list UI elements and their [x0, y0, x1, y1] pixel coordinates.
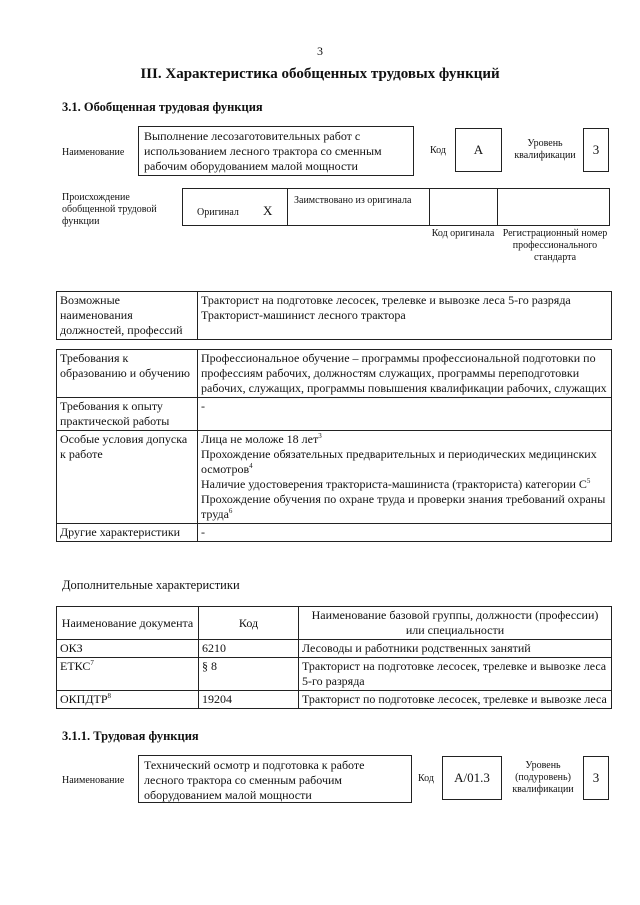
origin-label: Происхождение обобщенной трудовой функции: [62, 192, 157, 227]
gtf-code-label: Код: [430, 145, 446, 156]
origin-code-label: Код оригинала: [431, 228, 495, 239]
positions-table: [56, 291, 612, 340]
education-value: Профессиональное обучение – программы профессиональной подготовки по профессиям рабочих, должностям служащих, программы переподготовки рабочих, служащих, программы повышения квалификации рабочих, служащих: [198, 350, 612, 398]
cell-doc: ОКПДТР$^8$: [57, 691, 199, 709]
table-row: [57, 292, 612, 340]
tf-level-label: Уровень (подуровень) квалификации: [512, 760, 574, 795]
positions-label: Возможные наименования должностей, профессий: [57, 292, 198, 340]
list-item: Прохождение обязательных предварительных и периодических медицинских осмотров$^4$: [201, 447, 597, 476]
tf-code-value: A/01.3: [442, 756, 502, 800]
experience-label: Требования к опыту практической работы: [57, 398, 198, 431]
origin-reg-label: Регистрационный номер профессионального стандарта: [502, 228, 608, 263]
col-doc-header: Наименование документа: [57, 607, 199, 640]
table-row: [57, 607, 612, 640]
gtf-heading: 3.1. Обобщенная трудовая функция: [62, 100, 263, 114]
other-value: -: [198, 524, 612, 542]
cell-doc: ОКЗ: [57, 640, 199, 658]
cell-code: § 8: [199, 658, 299, 691]
cell-name: Тракторист по подготовке лесосек, трелевке и вывозке леса: [299, 691, 612, 709]
cell-name: Лесоводы и работники родственных занятий: [299, 640, 612, 658]
gtf-code-value: A: [455, 128, 502, 172]
tf-level-value: 3: [583, 756, 609, 800]
tf-heading: 3.1.1. Трудовая функция: [62, 729, 199, 743]
special-label: Особые условия допуска к работе: [57, 431, 198, 524]
other-label: Другие характеристики: [57, 524, 198, 542]
special-values: [198, 431, 612, 524]
table-row: [57, 640, 612, 658]
cell-code: 19204: [199, 691, 299, 709]
requirements-table: [56, 349, 612, 542]
origin-original-label: Оригинал: [197, 207, 239, 218]
table-row: [57, 658, 612, 691]
origin-original-mark: X: [263, 203, 273, 218]
table-row: [57, 398, 612, 431]
page-number: 3: [317, 44, 323, 58]
table-row: [57, 691, 612, 709]
list-item: Лица не моложе 18 лет$^3$: [201, 432, 322, 446]
tf-code-label: Код: [418, 773, 434, 784]
positions-values: [198, 292, 612, 340]
origin-divider: [497, 189, 498, 225]
origin-box: [182, 188, 610, 226]
table-row: [57, 524, 612, 542]
gtf-name-label: Наименование: [62, 147, 125, 158]
list-item: Тракторист-машинист лесного трактора: [201, 308, 406, 322]
origin-divider: [287, 189, 288, 225]
list-item: Тракторист на подготовке лесосек, трелевке и вывозке леса 5-го разряда: [201, 293, 571, 307]
cell-doc: ЕТКС$^7$: [57, 658, 199, 691]
experience-value: -: [198, 398, 612, 431]
gtf-level-label: Уровень квалификации: [514, 138, 576, 161]
list-item: Прохождение обучения по охране труда и проверки знания требований охраны труда$^6$: [201, 492, 606, 521]
additional-heading: Дополнительные характеристики: [62, 578, 240, 592]
col-name-header: Наименование базовой группы, должности (профессии) или специальности: [299, 607, 612, 640]
list-item: Наличие удостоверения тракториста-машиниста (тракториста) категории $С^5$: [201, 477, 591, 491]
table-row: [57, 350, 612, 398]
col-code-header: Код: [199, 607, 299, 640]
tf-name-label: Наименование: [62, 775, 125, 786]
cell-code: 6210: [199, 640, 299, 658]
tf-name-value: Технический осмотр и подготовка к работе лесного трактора со сменным рабочим оборудованием малой мощности: [138, 755, 412, 803]
origin-divider: [429, 189, 430, 225]
gtf-name-value: Выполнение лесозаготовительных работ с использованием лесного трактора со сменным рабочим оборудованием малой мощности: [138, 126, 414, 176]
gtf-level-value: 3: [583, 128, 609, 172]
additional-table: [56, 606, 612, 709]
table-row: [57, 431, 612, 524]
section-title: III. Характеристика обобщенных трудовых функций: [140, 66, 500, 82]
education-label: Требования к образованию и обучению: [57, 350, 198, 398]
cell-name: Тракторист на подготовке лесосек, трелевке и вывозке леса 5-го разряда: [299, 658, 612, 691]
origin-borrowed-label: Заимствовано из оригинала: [294, 195, 412, 206]
